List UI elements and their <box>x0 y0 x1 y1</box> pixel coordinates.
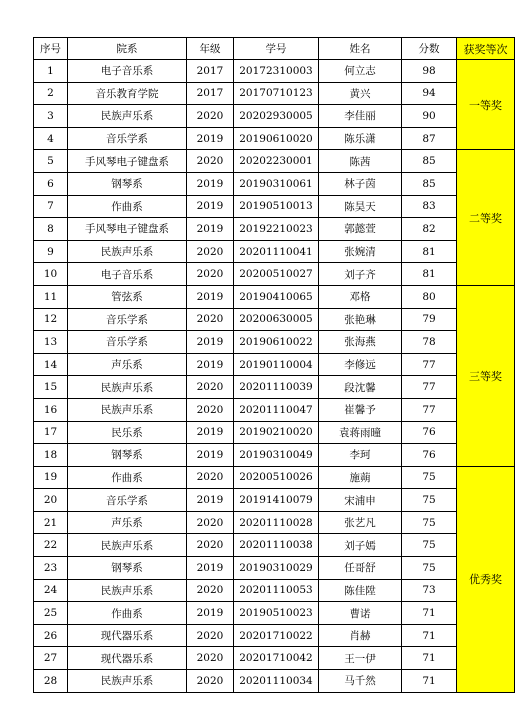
col-header-award: 获奖等次 <box>457 38 515 60</box>
cell-name: 张艳琳 <box>319 308 402 331</box>
cell-score: 71 <box>402 670 457 693</box>
cell-department: 电子音乐系 <box>68 60 187 83</box>
cell-student-id: 20191410079 <box>234 489 319 512</box>
cell-index: 1 <box>34 60 68 83</box>
cell-name: 曹诺 <box>319 602 402 625</box>
table-row <box>34 195 515 218</box>
cell-index: 10 <box>34 263 68 286</box>
cell-department: 现代器乐系 <box>68 647 187 670</box>
cell-department: 管弦系 <box>68 285 187 308</box>
cell-index: 21 <box>34 511 68 534</box>
cell-name: 何立志 <box>319 60 402 83</box>
cell-name: 陈乐潇 <box>319 127 402 150</box>
cell-score: 94 <box>402 82 457 105</box>
cell-department: 钢琴系 <box>68 557 187 580</box>
cell-department: 钢琴系 <box>68 444 187 467</box>
cell-department: 音乐学系 <box>68 308 187 331</box>
cell-student-id: 20190510013 <box>234 195 319 218</box>
table-row <box>34 60 515 83</box>
cell-student-id: 20190610020 <box>234 127 319 150</box>
table-row <box>34 376 515 399</box>
cell-index: 9 <box>34 240 68 263</box>
cell-grade: 2020 <box>187 150 234 173</box>
cell-department: 作曲系 <box>68 195 187 218</box>
cell-index: 2 <box>34 82 68 105</box>
cell-index: 18 <box>34 444 68 467</box>
cell-score: 76 <box>402 444 457 467</box>
cell-grade: 2019 <box>187 602 234 625</box>
cell-index: 13 <box>34 331 68 354</box>
cell-department: 民族声乐系 <box>68 105 187 128</box>
cell-department: 音乐教育学院 <box>68 82 187 105</box>
table-row <box>34 308 515 331</box>
cell-grade: 2020 <box>187 376 234 399</box>
cell-score: 75 <box>402 466 457 489</box>
cell-student-id: 20190310061 <box>234 172 319 195</box>
cell-name: 施蒴 <box>319 466 402 489</box>
cell-index: 15 <box>34 376 68 399</box>
cell-department: 现代器乐系 <box>68 624 187 647</box>
cell-name: 宋浦申 <box>319 489 402 512</box>
cell-student-id: 20190310049 <box>234 444 319 467</box>
table-row <box>34 398 515 421</box>
cell-score: 77 <box>402 376 457 399</box>
table-row <box>34 82 515 105</box>
cell-grade: 2017 <box>187 82 234 105</box>
cell-department: 音乐学系 <box>68 331 187 354</box>
cell-name: 陈昊天 <box>319 195 402 218</box>
cell-grade: 2019 <box>187 127 234 150</box>
cell-score: 71 <box>402 647 457 670</box>
cell-student-id: 20200510026 <box>234 466 319 489</box>
cell-score: 76 <box>402 421 457 444</box>
cell-name: 李佳丽 <box>319 105 402 128</box>
cell-score: 85 <box>402 150 457 173</box>
cell-student-id: 20201110053 <box>234 579 319 602</box>
col-header-grade: 年级 <box>187 38 234 60</box>
cell-index: 25 <box>34 602 68 625</box>
cell-score: 77 <box>402 398 457 421</box>
cell-student-id: 20201110041 <box>234 240 319 263</box>
cell-department: 音乐学系 <box>68 489 187 512</box>
cell-index: 27 <box>34 647 68 670</box>
cell-department: 声乐系 <box>68 353 187 376</box>
cell-name: 肖赫 <box>319 624 402 647</box>
cell-grade: 2019 <box>187 172 234 195</box>
cell-student-id: 20201710042 <box>234 647 319 670</box>
cell-name: 段沈馨 <box>319 376 402 399</box>
table-row <box>34 353 515 376</box>
cell-department: 电子音乐系 <box>68 263 187 286</box>
cell-name: 邓格 <box>319 285 402 308</box>
cell-grade: 2020 <box>187 308 234 331</box>
cell-name: 黄兴 <box>319 82 402 105</box>
cell-grade: 2020 <box>187 624 234 647</box>
cell-grade: 2020 <box>187 534 234 557</box>
table-body <box>34 60 515 693</box>
award-level-cell: 一等奖 <box>457 60 515 150</box>
cell-score: 71 <box>402 602 457 625</box>
cell-grade: 2020 <box>187 466 234 489</box>
cell-score: 81 <box>402 263 457 286</box>
cell-student-id: 20201110034 <box>234 670 319 693</box>
cell-grade: 2020 <box>187 105 234 128</box>
cell-department: 作曲系 <box>68 466 187 489</box>
cell-index: 20 <box>34 489 68 512</box>
cell-student-id: 20190310029 <box>234 557 319 580</box>
col-header-name: 姓名 <box>319 38 402 60</box>
cell-name: 陈佳陞 <box>319 579 402 602</box>
award-table <box>33 37 515 693</box>
table-row <box>34 105 515 128</box>
cell-grade: 2020 <box>187 579 234 602</box>
table-row <box>34 489 515 512</box>
cell-grade: 2019 <box>187 444 234 467</box>
cell-grade: 2020 <box>187 263 234 286</box>
table-row <box>34 670 515 693</box>
cell-grade: 2020 <box>187 398 234 421</box>
cell-grade: 2020 <box>187 240 234 263</box>
cell-grade: 2019 <box>187 285 234 308</box>
col-header-score: 分数 <box>402 38 457 60</box>
cell-score: 75 <box>402 557 457 580</box>
col-header-index: 序号 <box>34 38 68 60</box>
cell-grade: 2020 <box>187 511 234 534</box>
cell-name: 刘子齐 <box>319 263 402 286</box>
cell-name: 张婉清 <box>319 240 402 263</box>
cell-index: 16 <box>34 398 68 421</box>
cell-index: 14 <box>34 353 68 376</box>
cell-index: 26 <box>34 624 68 647</box>
cell-score: 75 <box>402 489 457 512</box>
cell-score: 80 <box>402 285 457 308</box>
cell-student-id: 20190110004 <box>234 353 319 376</box>
cell-department: 声乐系 <box>68 511 187 534</box>
cell-score: 90 <box>402 105 457 128</box>
cell-department: 民族声乐系 <box>68 670 187 693</box>
award-level-cell: 三等奖 <box>457 285 515 466</box>
col-header-student-id: 学号 <box>234 38 319 60</box>
cell-name: 王一伊 <box>319 647 402 670</box>
table-row <box>34 331 515 354</box>
cell-department: 手风琴电子键盘系 <box>68 150 187 173</box>
header-row <box>34 38 515 60</box>
table-row <box>34 624 515 647</box>
cell-grade: 2019 <box>187 195 234 218</box>
cell-student-id: 20201110028 <box>234 511 319 534</box>
cell-name: 李珂 <box>319 444 402 467</box>
cell-department: 民乐系 <box>68 421 187 444</box>
cell-grade: 2019 <box>187 331 234 354</box>
table-row <box>34 602 515 625</box>
table-row <box>34 557 515 580</box>
cell-grade: 2019 <box>187 557 234 580</box>
cell-index: 17 <box>34 421 68 444</box>
cell-name: 李修远 <box>319 353 402 376</box>
cell-index: 23 <box>34 557 68 580</box>
cell-student-id: 20192210023 <box>234 218 319 241</box>
cell-name: 任哥舒 <box>319 557 402 580</box>
table-row <box>34 218 515 241</box>
cell-index: 11 <box>34 285 68 308</box>
cell-grade: 2020 <box>187 647 234 670</box>
cell-index: 19 <box>34 466 68 489</box>
cell-student-id: 20201710022 <box>234 624 319 647</box>
cell-score: 75 <box>402 534 457 557</box>
cell-name: 袁蒋雨曈 <box>319 421 402 444</box>
cell-department: 民族声乐系 <box>68 398 187 421</box>
cell-department: 手风琴电子键盘系 <box>68 218 187 241</box>
award-level-cell: 优秀奖 <box>457 466 515 692</box>
cell-index: 28 <box>34 670 68 693</box>
cell-student-id: 20190610022 <box>234 331 319 354</box>
table-row <box>34 263 515 286</box>
cell-grade: 2019 <box>187 218 234 241</box>
table-row <box>34 150 515 173</box>
table-row <box>34 421 515 444</box>
cell-department: 音乐学系 <box>68 127 187 150</box>
cell-student-id: 20172310003 <box>234 60 319 83</box>
cell-score: 98 <box>402 60 457 83</box>
cell-index: 6 <box>34 172 68 195</box>
col-header-department: 院系 <box>68 38 187 60</box>
cell-score: 75 <box>402 511 457 534</box>
cell-student-id: 20201110038 <box>234 534 319 557</box>
cell-student-id: 20202230001 <box>234 150 319 173</box>
cell-score: 73 <box>402 579 457 602</box>
cell-student-id: 20190510023 <box>234 602 319 625</box>
cell-department: 钢琴系 <box>68 172 187 195</box>
cell-department: 民族声乐系 <box>68 579 187 602</box>
cell-department: 作曲系 <box>68 602 187 625</box>
award-level-cell: 二等奖 <box>457 150 515 286</box>
cell-score: 81 <box>402 240 457 263</box>
table-row <box>34 579 515 602</box>
cell-student-id: 20201110047 <box>234 398 319 421</box>
table-row <box>34 647 515 670</box>
cell-score: 78 <box>402 331 457 354</box>
cell-name: 马千然 <box>319 670 402 693</box>
cell-name: 张海燕 <box>319 331 402 354</box>
cell-score: 77 <box>402 353 457 376</box>
cell-student-id: 20200510027 <box>234 263 319 286</box>
cell-department: 民族声乐系 <box>68 240 187 263</box>
table-row <box>34 534 515 557</box>
cell-grade: 2019 <box>187 421 234 444</box>
cell-student-id: 20202930005 <box>234 105 319 128</box>
cell-grade: 2017 <box>187 60 234 83</box>
cell-score: 71 <box>402 624 457 647</box>
table-row <box>34 285 515 308</box>
cell-name: 陈茜 <box>319 150 402 173</box>
cell-department: 民族声乐系 <box>68 376 187 399</box>
table-row <box>34 466 515 489</box>
table-row <box>34 172 515 195</box>
table-row <box>34 127 515 150</box>
table-row <box>34 511 515 534</box>
cell-index: 3 <box>34 105 68 128</box>
cell-student-id: 20190410065 <box>234 285 319 308</box>
cell-score: 83 <box>402 195 457 218</box>
cell-grade: 2019 <box>187 353 234 376</box>
cell-score: 85 <box>402 172 457 195</box>
cell-index: 12 <box>34 308 68 331</box>
cell-name: 张艺凡 <box>319 511 402 534</box>
cell-index: 7 <box>34 195 68 218</box>
cell-score: 87 <box>402 127 457 150</box>
cell-score: 82 <box>402 218 457 241</box>
cell-student-id: 20200630005 <box>234 308 319 331</box>
cell-student-id: 20190210020 <box>234 421 319 444</box>
cell-name: 刘子嫣 <box>319 534 402 557</box>
cell-index: 24 <box>34 579 68 602</box>
cell-index: 4 <box>34 127 68 150</box>
cell-index: 8 <box>34 218 68 241</box>
cell-name: 郭懿萱 <box>319 218 402 241</box>
table-row <box>34 444 515 467</box>
cell-student-id: 20201110039 <box>234 376 319 399</box>
cell-name: 林子茵 <box>319 172 402 195</box>
cell-student-id: 20170710123 <box>234 82 319 105</box>
cell-name: 崔馨予 <box>319 398 402 421</box>
cell-department: 民族声乐系 <box>68 534 187 557</box>
table-row <box>34 240 515 263</box>
cell-grade: 2020 <box>187 670 234 693</box>
cell-score: 79 <box>402 308 457 331</box>
cell-index: 22 <box>34 534 68 557</box>
cell-index: 5 <box>34 150 68 173</box>
cell-grade: 2019 <box>187 489 234 512</box>
